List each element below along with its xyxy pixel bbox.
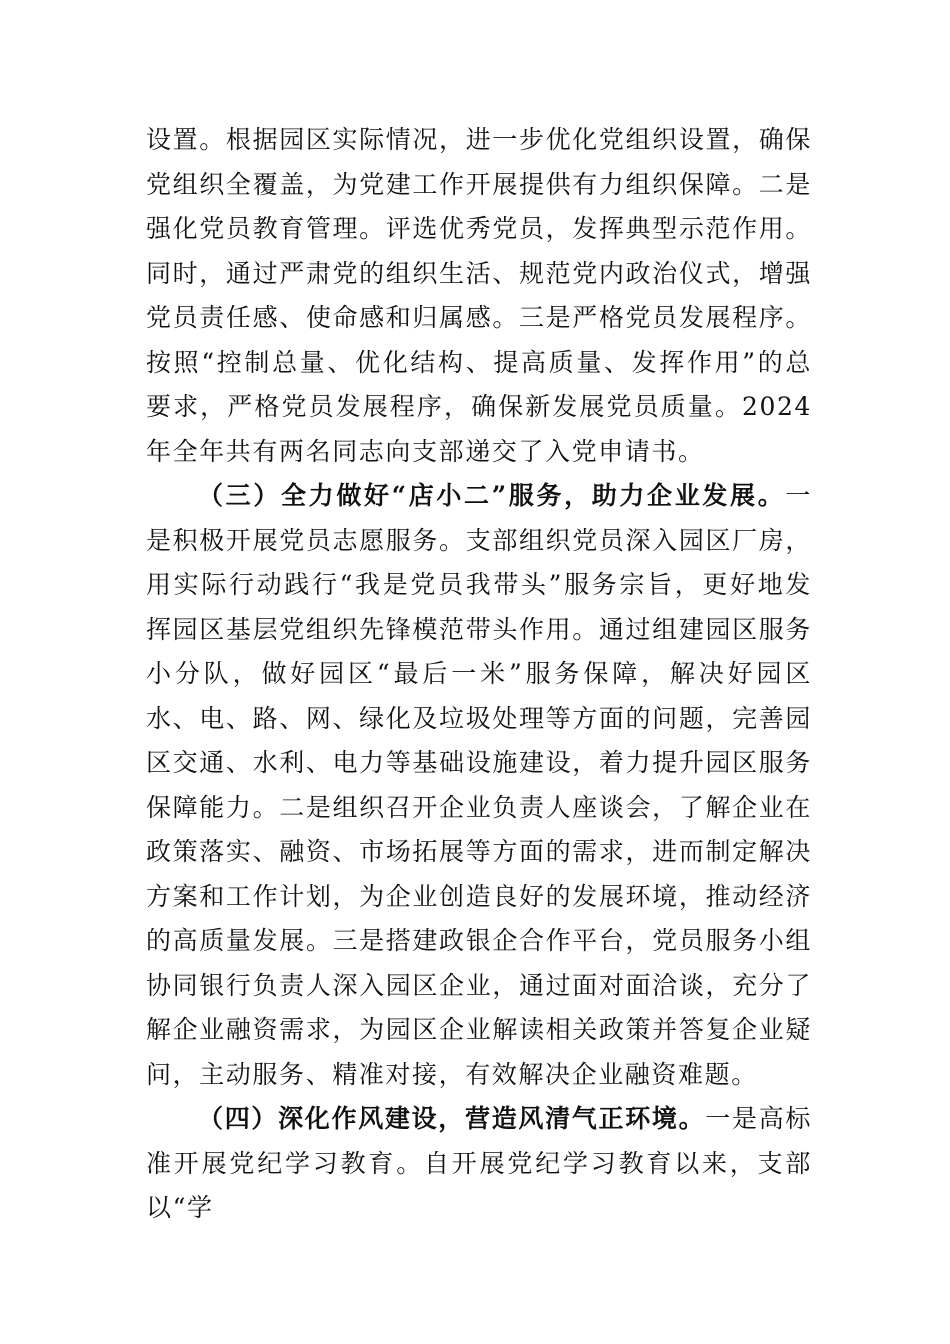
document-body xyxy=(146,118,812,1231)
paragraph-continuation xyxy=(146,118,812,474)
section-heading: （三）全力做好“店小二”服务，助力企业发展。 xyxy=(198,481,786,510)
paragraph-body: 一是积极开展党员志愿服务。支部组织党员深入园区厂房，用实际行动践行“我是党员我带头”服务宗旨，更好地发挥园区基层党组织先锋模范带头作用。通过组建园区服务小分队，做好园区“最后一米”服务保障，解决好园区水、电、路、网、绿化及垃圾处理等方面的问题，完善园区交通、水利、电力等基础设施建设，着力提升园区服务保障能力。二是组织召开企业负责人座谈会，了解企业在政策落实、融资、市场拓展等方面的需求，进而制定解决方案和工作计划，为企业创造良好的发展环境，推动经济的高质量发展。三是搭建政银企合作平台，党员服务小组协同银行负责人深入园区企业，通过面对面洽谈，充分了解企业融资需求，为园区企业解读相关政策并答复企业疑问，主动服务、精准对接，有效解决企业融资难题。 xyxy=(146,481,812,1089)
section-heading: （四）深化作风建设，营造风清气正环境。 xyxy=(198,1104,706,1133)
paragraph-body: 设置。根据园区实际情况，进一步优化党组织设置，确保党组织全覆盖，为党建工作开展提供有力组织保障。二是强化党员教育管理。评选优秀党员，发挥典型示范作用。同时，通过严肃党的组织生活、规范党内政治仪式，增强党员责任感、使命感和归属感。三是严格党员发展程序。按照“控制总量、优化结构、提高质量、发挥作用”的总要求，严格党员发展程序，确保新发展党员质量。2024年全年共有两名同志向支部递交了入党申请书。 xyxy=(146,125,812,466)
paragraph-section-3 xyxy=(146,474,812,1097)
paragraph-section-4 xyxy=(146,1097,812,1231)
paragraph-body: 一是高标准开展党纪学习教育。自开展党纪学习教育以来，支部以“学 xyxy=(146,1104,812,1222)
